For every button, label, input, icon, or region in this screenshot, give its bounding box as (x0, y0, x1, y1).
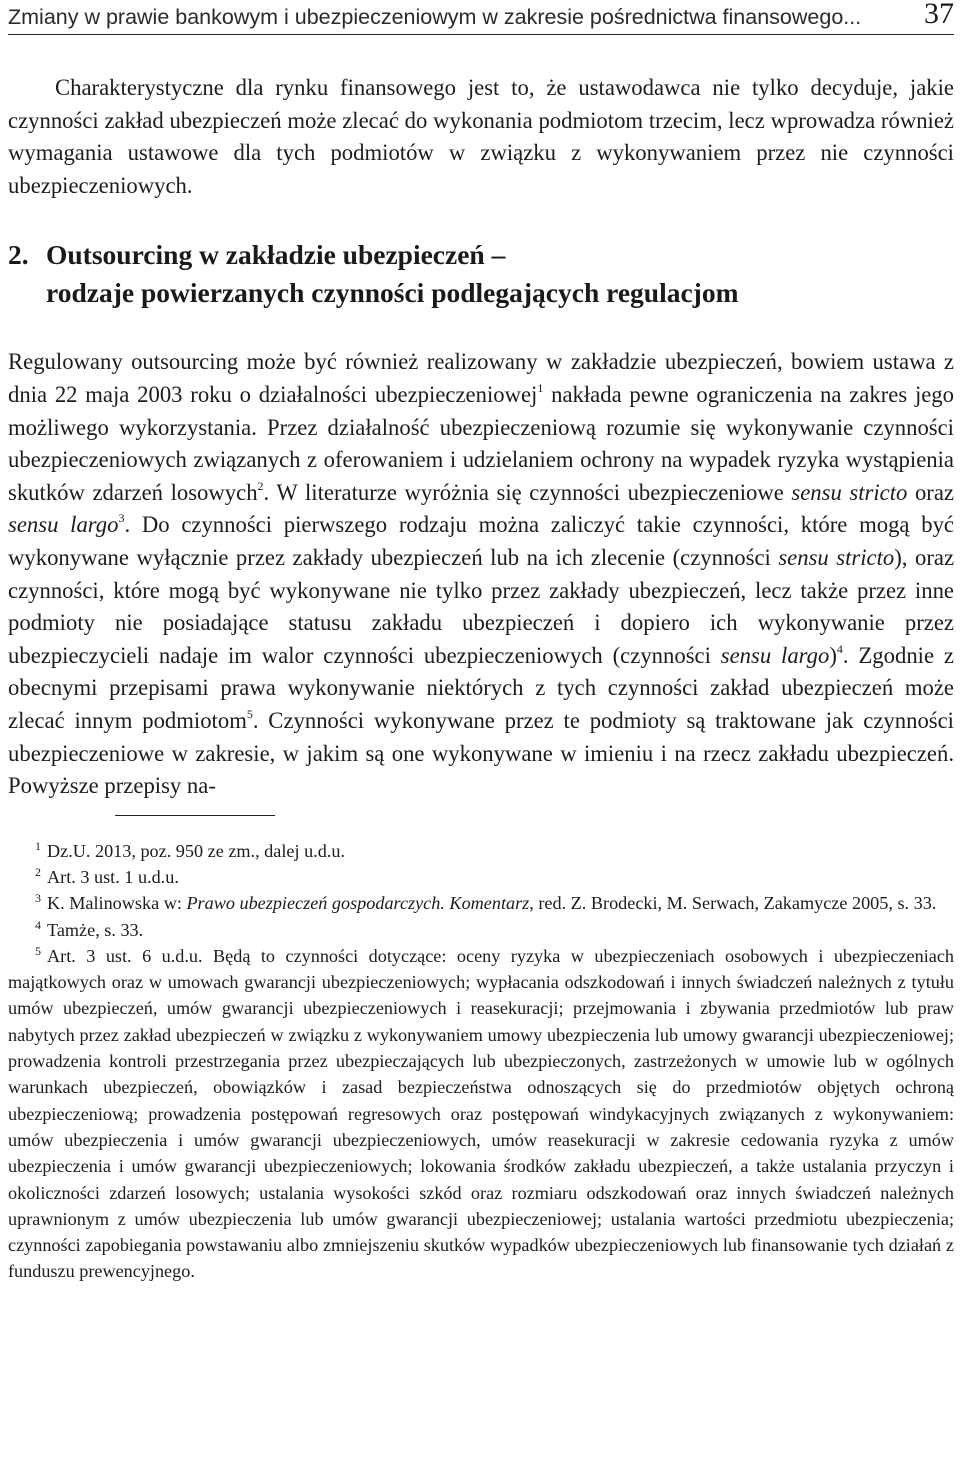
footnote-3 (8, 890, 954, 916)
text-span: ) (829, 642, 837, 668)
latin-term: sensu stricto (778, 544, 895, 570)
footnote-separator (115, 815, 275, 816)
main-paragraph (8, 346, 954, 802)
book-title: Prawo ubezpieczeń gospodarczych. Komentarz (186, 893, 530, 914)
footnote-5 (8, 943, 954, 1285)
footnote-number: 4 (35, 917, 41, 932)
footnote-4 (8, 917, 954, 943)
text-span: Regulowany outsourcing może być również realizowany w zakładzie ubezpieczeń, bowiem ustawa z dnia 22 maja 2003 roku o działalności ubezpieczeniowej (8, 349, 954, 407)
footnote-text: Dz.U. 2013, poz. 950 ze zm., dalej u.d.u. (47, 840, 345, 861)
intro-paragraph: Charakterystyczne dla rynku finansowego jest to, że ustawodawca nie tylko decyduje, jakie czynności zakład ubezpieczeń może zlecać do wykonania podmiotom trzecim, lecz wprowadza również wymagania ustawowe dla tych podmiotów w związku z wykonywaniem przez nie czynności ubezpieczeniowych. (8, 75, 954, 198)
running-head-title: Zmiany w prawie bankowym i ubezpieczeniowym w zakresie pośrednictwa finansowego... (8, 5, 862, 29)
footnote-ref-1: 1 (537, 380, 544, 395)
section-title-line2: rodzaje powierzanych czynności podlegających regulacjom (46, 277, 739, 309)
footnote-2 (8, 864, 954, 890)
footnote-text: Art. 3 ust. 1 u.d.u. (47, 866, 179, 887)
footnote-1 (8, 838, 954, 864)
footnotes (8, 838, 954, 1285)
footnote-text: Art. 3 ust. 6 u.d.u. Będą to czynności dotyczące: oceny ryzyka w ubezpieczeniach osobowych i ubezpieczeniach majątkowych oraz w umowach gwarancji ubezpieczeniowych; wypłacania odszkodowań i innych świadczeń należnych z tytułu umów ubezpieczeń, umów gwarancji ubezpieczeniowych i reasekuracji; przejmowania i zbywania przedmiotów lub praw nabytych przez zakład ubezpieczeń w związku z wykonywaniem umowy ubezpieczenia lub umowy gwarancji ubezpieczeniowej; prowadzenia kontroli przestrzegania przez ubezpieczających lub ubezpieczonych, zastrzeżonych w umowie lub w ogólnych warunkach ubezpieczeń, obowiązków i zasad bezpieczeństwa odnoszących się do przedmiotów objętych ochroną ubezpieczeniową; prowadzenia postępowań regresowych oraz postępowań windykacyjnych związanych z wykonywaniem: umów ubezpieczenia i umów gwarancji ubezpieczeniowych, umów reasekuracji w zakresie cedowania ryzyka z umów ubezpieczenia i umów gwarancji ubezpieczeniowych; lokowania środków zakładu ubezpieczeń, a także ustalania przyczyn i okoliczności zdarzeń losowych; ustalania wysokości szkód oraz rozmiaru odszkodowań oraz innych świadczeń należnych uprawnionym z umów ubezpieczenia lub umów gwarancji ubezpieczeniowej; ustalania wartości przedmiotu ubezpieczenia; czynności zapobiegania powstawaniu albo zmniejszeniu skutków wypadków ubezpieczeniowych lub finansowanie tych działań z funduszu prewencyjnego. (8, 945, 954, 1282)
text-span: . Zgodnie z obecnymi przepisami prawa wykonywanie niektórych z tych czynności zakład ubezpieczeń może zlecać innym podmiotom (8, 642, 954, 733)
book-page (8, 0, 954, 1285)
section-title-line1: Outsourcing w zakładzie ubezpieczeń – (46, 239, 506, 271)
text-span: . Czynności wykonywane przez te podmioty są traktowane jak czynności ubezpieczeniowe w zakresie, w jakim są one wykonywane w imieniu i na rzecz zakładu ubezpieczeń. Powyższe przepisy na- (8, 707, 954, 799)
footnote-number: 2 (35, 864, 41, 879)
running-head (8, 0, 954, 35)
latin-term: sensu largo (720, 642, 830, 668)
section-number: 2. (8, 239, 29, 271)
latin-term: sensu stricto (791, 479, 908, 505)
footnote-ref-3: 3 (118, 511, 125, 526)
text-span: ), oraz czynności, które mogą być wykonywane nie tylko przez zakłady ubezpieczeń, lecz także przez inne podmioty nie posiadające statusu zakładu ubezpieczeń i dopiero ich wykonywanie przez ubezpieczycieli nadaje im walor czynności ubezpieczeniowych (czynności (8, 544, 955, 668)
footnote-ref-5: 5 (246, 706, 253, 721)
page-number: 37 (924, 0, 954, 30)
footnote-number: 1 (35, 838, 41, 853)
footnote-text: Tamże, s. 33. (47, 919, 144, 940)
text-span: oraz (907, 479, 954, 505)
text-span: . Do czynności pierwszego rodzaju można zaliczyć takie czynności, które mogą być wykonywane wyłącznie przez zakłady ubezpieczeń lub na ich zlecenie (czynności (8, 512, 954, 570)
footnote-number: 5 (35, 943, 41, 958)
latin-term: sensu largo (8, 512, 119, 538)
text-span: nakłada pewne ograniczenia na zakres jego możliwego wykorzystania. Przez działalność ubezpieczeniową rozumie się wykonywanie czynności ubezpieczeniowych związanych z oferowaniem i udzielaniem ochrony na wypadek ryzyka wystąpienia skutków zdarzeń losowych (8, 381, 954, 505)
footnote-ref-2: 2 (257, 478, 264, 493)
footnote-text: K. Malinowska w: (47, 893, 187, 914)
footnote-ref-4: 4 (836, 641, 843, 656)
text-span: . W literaturze wyróżnia się czynności ubezpieczeniowe (263, 479, 792, 505)
section-heading (8, 236, 954, 312)
footnote-number: 3 (35, 891, 41, 906)
footnote-text: , red. Z. Brodecki, M. Serwach, Zakamycze 2005, s. 33. (529, 893, 937, 914)
